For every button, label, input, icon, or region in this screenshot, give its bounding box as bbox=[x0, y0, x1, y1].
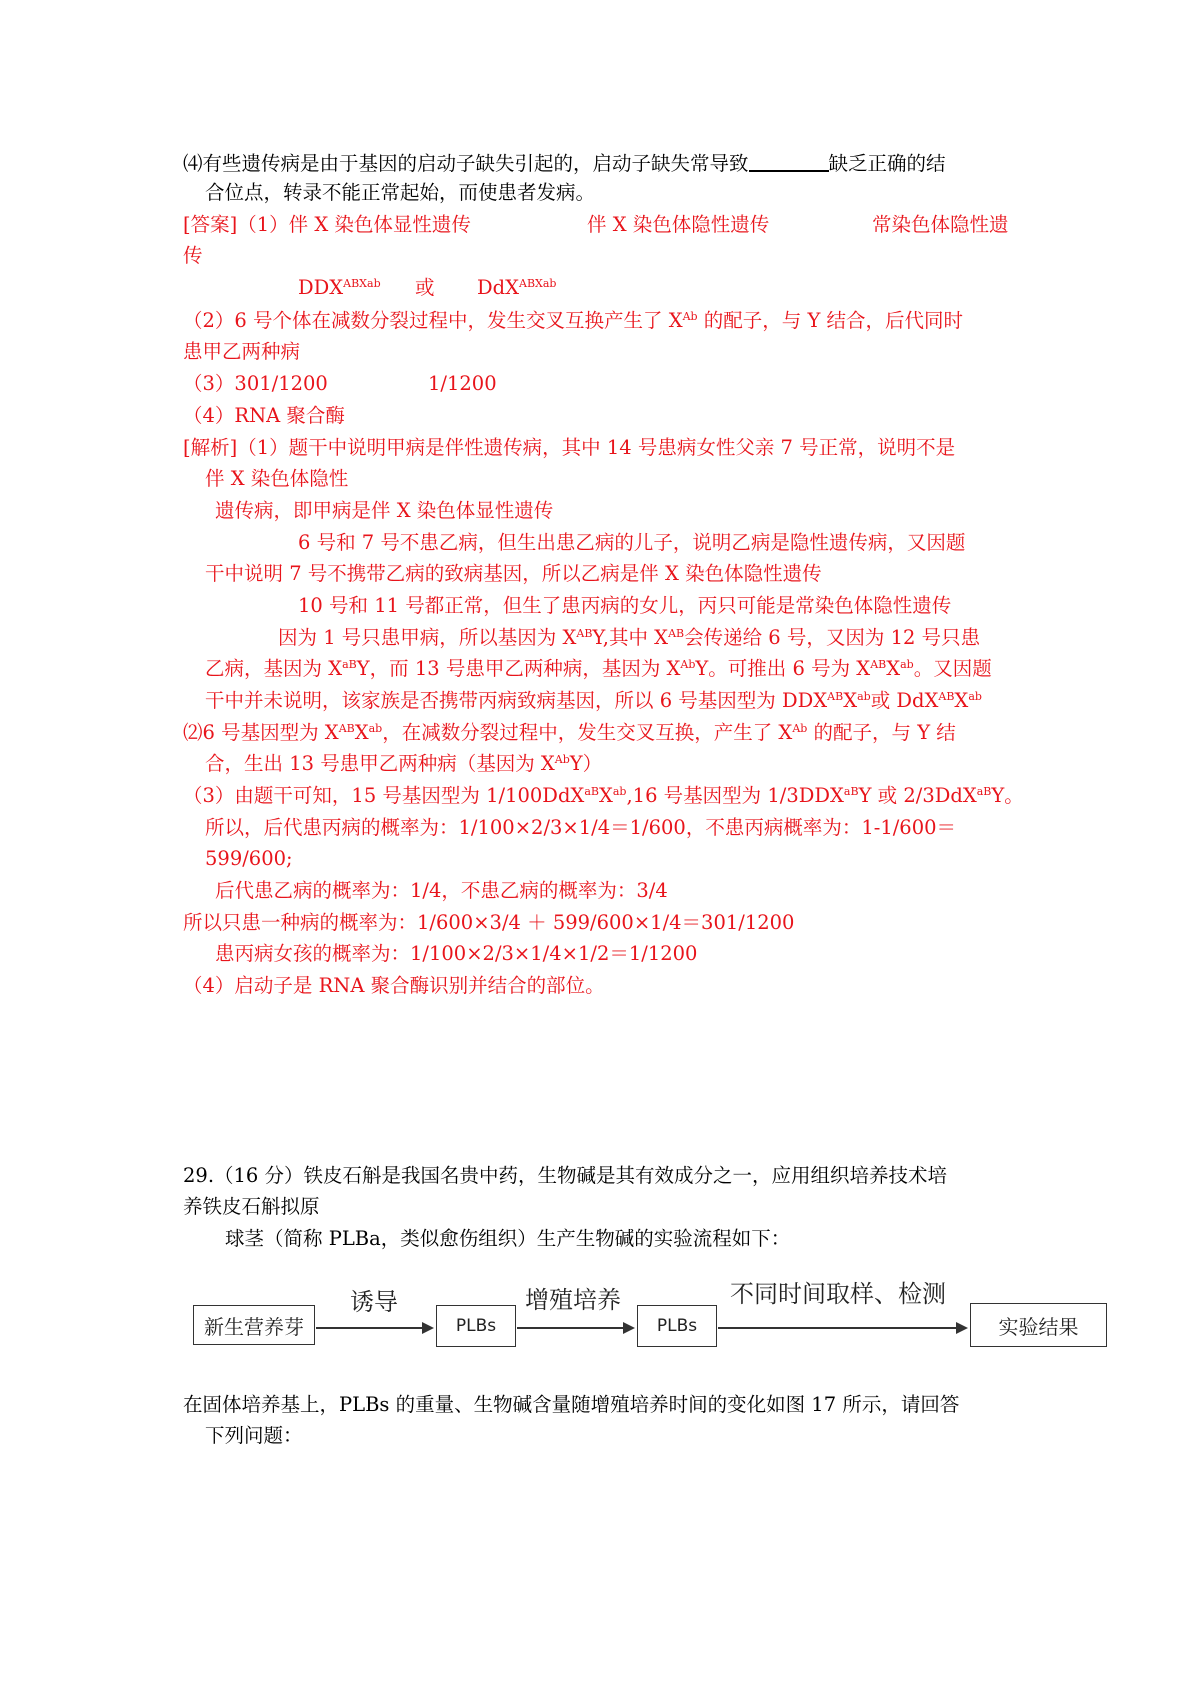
analysis-line-15: 后代患乙病的概率为：1/4，不患乙病的概率为：3/4 bbox=[215, 879, 668, 902]
analysis-text: 。又因题 bbox=[913, 657, 992, 680]
flow-box-results bbox=[970, 1303, 1107, 1347]
analysis-text: ,16 号基因型为 1/3DDX bbox=[626, 784, 844, 807]
superscript: ab bbox=[900, 658, 914, 671]
analysis-line-17: 患丙病女孩的概率为：1/100×2/3×1/4×1/2＝1/1200 bbox=[215, 942, 698, 965]
flow-box-plbs-2 bbox=[637, 1305, 717, 1347]
q29-line-5: 下列问题： bbox=[205, 1424, 303, 1447]
answer-line-1d: 传 bbox=[183, 244, 203, 267]
superscript: AB bbox=[338, 722, 355, 735]
analysis-line-4: 6 号和 7 号不患乙病，但生出患乙病的儿子，说明乙病是隐性遗传病，又因题 bbox=[298, 531, 966, 554]
analysis-text: Y,其中 X bbox=[592, 626, 669, 649]
answer-line-2b: 患甲乙两种病 bbox=[183, 340, 301, 363]
analysis-text: Y。 bbox=[991, 784, 1024, 807]
analysis-line-11 bbox=[205, 751, 602, 777]
superscript: AB bbox=[668, 627, 685, 640]
superscript: ABX bbox=[519, 277, 543, 290]
flow-arrow-1 bbox=[316, 1327, 432, 1329]
analysis-text: Y） bbox=[569, 752, 603, 775]
analysis-text: ⑵6 号基因型为 X bbox=[183, 721, 339, 744]
analysis-line-14: 599/600; bbox=[205, 847, 293, 870]
flow-arrow-label-2: 增殖培养 bbox=[525, 1286, 621, 1314]
q4-text: ⑷有些遗传病是由于基因的启动子缺失引起的，启动子缺失常导致 bbox=[183, 152, 749, 175]
superscript: ab bbox=[968, 690, 982, 703]
analysis-text: Y。可推出 6 号为 X bbox=[695, 657, 871, 680]
analysis-line-10 bbox=[183, 720, 956, 746]
analysis-text: X bbox=[598, 784, 613, 807]
superscript: ABX bbox=[343, 277, 368, 290]
superscript: aB bbox=[342, 658, 357, 671]
superscript: AB bbox=[576, 627, 593, 640]
flow-arrow-2 bbox=[517, 1327, 633, 1329]
analysis-line-12 bbox=[183, 783, 1024, 809]
analysis-text: X bbox=[954, 689, 969, 712]
analysis-text: 因为 1 号只患甲病，所以基因为 X bbox=[278, 626, 577, 649]
q4-line-2: 合位点，转录不能正常起始，而使患者发病。 bbox=[205, 181, 596, 204]
answer-line-2 bbox=[183, 308, 963, 334]
flow-box-new-buds bbox=[193, 1305, 315, 1345]
analysis-text: X bbox=[843, 689, 858, 712]
experiment-flowchart bbox=[185, 1260, 1125, 1350]
analysis-line-13: 所以，后代患丙病的概率为：1/100×2/3×1/4＝1/600，不患丙病概率为：1-1/600＝ bbox=[205, 816, 957, 839]
superscript: ab bbox=[542, 277, 557, 290]
flow-box-label: PLBs bbox=[455, 1316, 497, 1336]
answer-line-1c: 常染色体隐性遗 bbox=[872, 213, 1009, 236]
flow-box-plbs-1 bbox=[436, 1305, 516, 1347]
q29-line-3: 球茎（简称 PLBa，类似愈伤组织）生产生物碱的实验流程如下： bbox=[225, 1227, 791, 1250]
flow-arrow-label-1: 诱导 bbox=[350, 1288, 398, 1316]
fill-in-blank bbox=[749, 150, 829, 172]
superscript: Ab bbox=[792, 722, 808, 735]
analysis-text: Y 或 2/3DdX bbox=[858, 784, 977, 807]
genotype-text: DdX bbox=[477, 276, 519, 299]
answer-line-1 bbox=[183, 212, 471, 238]
answer-text: （2）6 号个体在减数分裂过程中，发生交叉互换产生了 X bbox=[183, 309, 683, 332]
superscript: ab bbox=[857, 690, 871, 703]
analysis-text: 或 DdX bbox=[870, 689, 939, 712]
analysis-line-9 bbox=[205, 688, 982, 714]
analysis-text: X bbox=[886, 657, 901, 680]
analysis-line-16: 所以只患一种病的概率为：1/600×3/4 ＋ 599/600×1/4＝301/1200 bbox=[183, 911, 795, 934]
or-word: 或 bbox=[415, 276, 435, 299]
superscript: AB bbox=[938, 690, 955, 703]
superscript: ab bbox=[612, 785, 627, 798]
analysis-line-1: [解析]（1）题干中说明甲病是伴性遗传病，其中 14 号患病女性父亲 7 号正常，说明不是 bbox=[183, 436, 956, 459]
analysis-line-3: 遗传病，即甲病是伴 X 染色体显性遗传 bbox=[215, 499, 554, 522]
genotype-1 bbox=[298, 275, 381, 301]
flow-box-label: 新生营养芽 bbox=[204, 1314, 304, 1339]
analysis-line-6: 10 号和 11 号都正常，但生了患丙病的女儿，丙只可能是常染色体隐性遗传 bbox=[298, 594, 952, 617]
answer-text: （1）伴 X 染色体显性遗传 bbox=[237, 213, 471, 236]
analysis-line-5: 干中说明 7 号不携带乙病的致病基因，所以乙病是伴 X 染色体隐性遗传 bbox=[205, 562, 822, 585]
flow-box-label: PLBs bbox=[656, 1316, 698, 1336]
analysis-text: 合，生出 13 号患甲乙两种病（基因为 X bbox=[205, 752, 555, 775]
flow-box-label: 实验结果 bbox=[998, 1314, 1079, 1339]
superscript: ab bbox=[367, 277, 381, 290]
analysis-line-7 bbox=[278, 625, 980, 651]
analysis-text: X bbox=[354, 721, 369, 744]
answer-label: [答案] bbox=[183, 213, 238, 236]
analysis-text: ，在减数分裂过程中，发生交叉互换，产生了 X bbox=[382, 721, 793, 744]
superscript: Ab bbox=[554, 753, 570, 766]
analysis-text: 的配子，与 Y 结 bbox=[807, 721, 956, 744]
analysis-text: 干中并未说明，该家族是否携带丙病致病基因，所以 6 号基因型为 DDX bbox=[205, 689, 828, 712]
analysis-line-8 bbox=[205, 656, 992, 682]
q4-line-1 bbox=[183, 150, 946, 177]
analysis-text: （3）由题干可知，15 号基因型为 1/100DdX bbox=[183, 784, 585, 807]
q29-line-4: 在固体培养基上，PLBs 的重量、生物碱含量随增殖培养时间的变化如图 17 所示，请回答 bbox=[183, 1393, 960, 1416]
answer-line-3b: 1/1200 bbox=[428, 372, 497, 395]
superscript: Ab bbox=[680, 658, 696, 671]
superscript: ab bbox=[368, 722, 383, 735]
superscript: Ab bbox=[682, 310, 698, 323]
answer-text: 的配子，与 Y 结合，后代同时 bbox=[697, 309, 964, 332]
analysis-text: Y，而 13 号患甲乙两种病，基因为 X bbox=[356, 657, 681, 680]
q29-line-2: 养铁皮石斛拟原 bbox=[183, 1195, 320, 1218]
superscript: aB bbox=[843, 785, 859, 798]
q29-line-1: 29.（16 分）铁皮石斛是我国名贵中药，生物碱是其有效成分之一，应用组织培养技术培 bbox=[183, 1164, 948, 1187]
genotype-text: DDX bbox=[298, 276, 344, 299]
answer-line-1b: 伴 X 染色体隐性遗传 bbox=[587, 213, 770, 236]
analysis-text: 会传递给 6 号，又因为 12 号只患 bbox=[684, 626, 981, 649]
flow-arrow-3 bbox=[718, 1327, 966, 1329]
flow-arrow-label-3: 不同时间取样、检测 bbox=[730, 1280, 946, 1308]
superscript: aB bbox=[976, 785, 992, 798]
superscript: AB bbox=[870, 658, 887, 671]
superscript: aB bbox=[584, 785, 599, 798]
analysis-line-18: （4）启动子是 RNA 聚合酶识别并结合的部位。 bbox=[183, 974, 605, 997]
q4-text: 缺乏正确的结 bbox=[828, 152, 946, 175]
analysis-line-2: 伴 X 染色体隐性 bbox=[205, 467, 349, 490]
answer-line-3a: （3）301/1200 bbox=[183, 372, 328, 395]
superscript: AB bbox=[827, 690, 844, 703]
analysis-text: 乙病，基因为 X bbox=[205, 657, 343, 680]
answer-line-4: （4）RNA 聚合酶 bbox=[183, 404, 345, 427]
genotype-2 bbox=[477, 275, 556, 301]
